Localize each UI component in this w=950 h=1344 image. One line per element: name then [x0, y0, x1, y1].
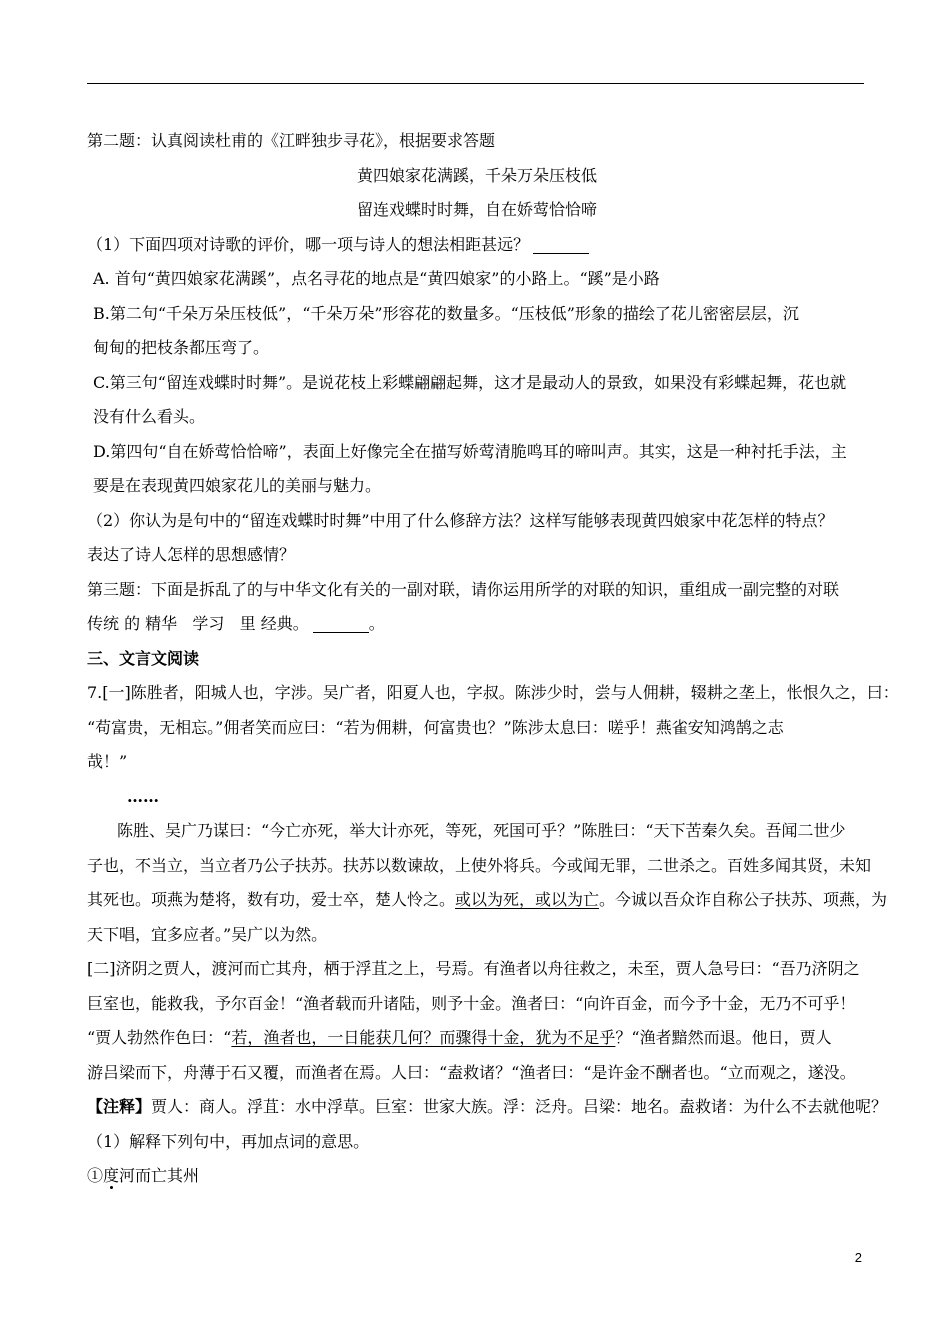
- answer-blank: [533, 231, 589, 254]
- question-3-words: 传统 的 精华 学习 里 经典。 。: [87, 607, 867, 642]
- passage-1-para-2-line-4: 天下唱，宜多应者。”吴广以为然。: [87, 924, 328, 944]
- passage-1-para-2-line-3: 其死也。项燕为楚将，数有功，爱士卒，楚人怜之。或以为死，或以为亡。今诚以吾众诈自称公子扶苏、项燕，为: [87, 890, 888, 909]
- question-3-title: 第三题：下面是拆乱了的与中华文化有关的一副对联，请你运用所学的对联的知识，重组成一副完整的对联: [87, 579, 840, 599]
- passage-1-para-2-line-2: 子也，不当立，当立者乃公子扶苏。扶苏以数谏故，上使外将兵。今或闻无罪，二世杀之。百姓多闻其贤，未知: [87, 855, 872, 875]
- option-b-line-2: 甸甸的把枝条都压弯了。: [93, 338, 270, 357]
- question-2-sub-2-line-1: （2）你认为是句中的“留连戏蝶时时舞”中用了什么修辞方法？这样写能够表现黄四娘家中花怎样的特点？: [87, 510, 834, 530]
- document-body: [87, 124, 899, 1194]
- option-d-line-2: 要是在表现黄四娘家花儿的美丽与魅力。: [93, 476, 382, 495]
- answer-blank: [313, 610, 369, 633]
- option-c-line-2: 没有什么看头。: [93, 407, 206, 426]
- passage-2-line-2: 巨室也，能救我，予尔百金！“渔者载而升诸陆，则予十金。渔者曰：“向许百金，而今予十金，无乃不可乎！: [87, 993, 856, 1013]
- question-7-sub-1: （1）解释下列句中，再加点词的意思。: [87, 1131, 370, 1151]
- passage-1-line-1: 7.[一]陈胜者，阳城人也，字涉。吴广者，阳夏人也，字叔。陈涉少时，尝与人佣耕，辍耕之垄上，怅恨久之，曰：: [87, 683, 899, 702]
- question-7-item-1: ①度河而亡其州: [87, 1166, 200, 1185]
- passage-1-line-2: “苟富贵，无相忘。”佣者笑而应曰：“若为佣耕，何富贵也？”陈涉太息曰：嗟乎！燕雀安知鸿鹄之志: [87, 717, 784, 737]
- question-2-title: 第二题：认真阅读杜甫的《江畔独步寻花》，根据要求答题: [87, 131, 496, 150]
- option-a: A. 首句“黄四娘家花满蹊”，点名寻花的地点是“黄四娘家”的小路上。“蹊”是小路: [93, 269, 660, 288]
- section-heading: 三、文言文阅读: [87, 648, 200, 668]
- poem-line-1: 黄四娘家花满蹊，千朵万朵压枝低: [356, 165, 597, 185]
- annotation: 【注释】贾人：商人。浮苴：水中浮草。巨室：世家大族。浮：泛舟。吕梁：地名。盍救诸：为什么不去就他呢？: [87, 1097, 888, 1116]
- passage-1-para-2-line-1: 陈胜、吴广乃谋曰：“今亡亦死，举大计亦死，等死，死国可乎？”陈胜曰：“天下苦秦久矣。吾闻二世少: [117, 821, 846, 840]
- option-c-line-1: C.第三句“留连戏蝶时时舞”。是说花枝上彩蝶翩翩起舞，这才是最动人的景致，如果没有彩蝶起舞，花也就: [93, 372, 847, 392]
- page-number: 2: [854, 1250, 862, 1265]
- underlined-sentence: 若，渔者也，一日能获几何？而骤得十金，犹为不足乎: [231, 1028, 616, 1047]
- passage-1-line-3: 哉！”: [87, 752, 128, 771]
- header-rule: [87, 83, 864, 84]
- ellipsis: ……: [127, 786, 159, 806]
- option-b-line-1: B.第二句“千朵万朵压枝低”，“千朵万朵”形容花的数量多。“压枝低”形象的描绘了花儿密密层层，沉: [93, 303, 799, 323]
- passage-2-line-4: 游吕梁而下，舟薄于石又覆，而渔者在焉。人曰：“盍救诸？“渔者曰：“是许金不酬者也。“立而观之，遂没。: [87, 1062, 856, 1082]
- question-2-sub-2-line-2: 表达了诗人怎样的思想感情？: [87, 545, 296, 564]
- emphasis-dot-word: 度: [103, 1166, 120, 1185]
- passage-2-line-3: “贾人勃然作色曰：“若，渔者也，一日能获几何？而骤得十金，犹为不足乎？“渔者黯然而退。他日，贾人: [87, 1028, 832, 1047]
- passage-2-line-1: [二]济阴之贾人，渡河而亡其舟，栖于浮苴之上，号焉。有渔者以舟往救之，未至，贾人急号曰：“吾乃济阴之: [87, 959, 860, 978]
- poem-line-2: 留连戏蝶时时舞，自在娇莺恰恰啼: [356, 200, 597, 219]
- question-2-sub-1: （1）下面四项对诗歌的评价，哪一项与诗人的想法相距甚远？: [87, 228, 867, 263]
- option-d-line-1: D.第四句“自在娇莺恰恰啼”，表面上好像完全在描写娇莺清脆鸣耳的啼叫声。其实，这是一种衬托手法，主: [93, 441, 847, 461]
- underlined-sentence: 或以为死，或以为亡: [455, 890, 600, 909]
